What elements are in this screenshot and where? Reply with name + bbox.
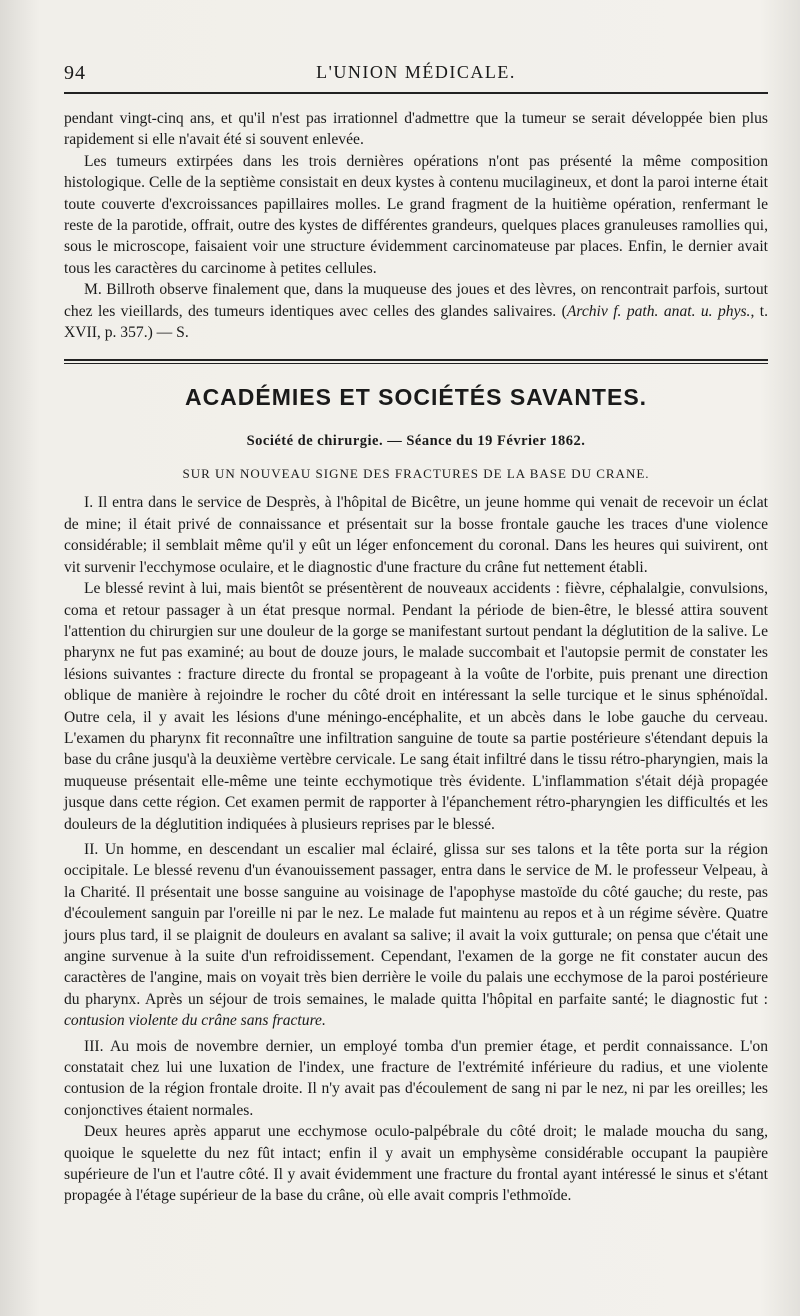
intro-p3-text: M. Billroth observe finalement que, dans la muqueuse des joues et des lèvres, on rencontrait parfois, surtout chez les vieillards, des tumeurs identiques avec celles des glandes salivaires. ( — [64, 281, 768, 320]
case-3-paragraph-2: Deux heures après apparut une ecchymose oculo-palpébrale du côté droit; le malade moucha du sang, quoique le squelette du nez fût intact; enfin il y avait un emphysème considérable occupant la paupière supérieure de l'un et l'autre côté. Il y avait évidemment une fracture du frontal ayant intéressé le sinus et s'étant propagée à l'étage supérieur de la base du crâne, où elle avait compris l'ethmoïde. — [64, 1123, 768, 1205]
case-2 — [64, 839, 768, 1032]
case-2-diagnosis: contusion violente du crâne sans fracture. — [64, 1012, 326, 1030]
running-head — [64, 58, 768, 88]
case-2-paragraph — [64, 839, 768, 1032]
intro-p3-end: , t. XVII, p. 357.) — S. — [64, 302, 768, 342]
case-1-paragraph-1: I. Il entra dans le service de Desprès, à l'hôpital de Bicêtre, un jeune homme qui venait de recevoir un éclat de mine; il était privé de connaissance et présentait sur la bosse frontale gauche les traces d'une violence considérable; il semblait même qu'il y eût un léger enfoncement du coronal. Dans les heures qui suivirent, ont vit survenir l'ecchymose oculaire, et le diagnostic d'une fracture du crâne fut nettement établi. — [64, 494, 768, 576]
case-3 — [64, 1036, 768, 1207]
intro-paragraph-2: Les tumeurs extirpées dans les trois dernières opérations n'ont pas présenté la même composition histologique. Celle de la septième consistait en deux kystes à contenu mucilagineux, et dont la paroi interne était toute couverte d'excroissances papillaires molles. Le grand fragment de la huitième opération, renfermant le reste de la parotide, offrait, outre des kystes de différentes grandeurs, quelques places granuleuses ramollies qui, sous le microscope, faisaient voir une structure évidemment carcinomateuse par places. Enfin, le dernier avait tous les caractères du carcinome à petites cellules. — [64, 152, 768, 277]
journal-title: L'UNION MÉDICALE. — [316, 62, 516, 82]
case-1 — [64, 492, 768, 835]
case-2-text: II. Un homme, en descendant un escalier mal éclairé, glissa sur ses talons et la tête porta sur la région occipitale. Le blessé revenu d'un évanouissement passager, entra dans le service de M. le professeur Velpeau, à la Charité. Il présentait une bosse sanguine au voisinage de l'apophyse mastoïde du côté gauche; du reste, pas d'écoulement sanguin par l'oreille ni par le nez. Le malade fut maintenu au repos et à un régime sévère. Quatre jours plus tard, il se plaignit de douleurs en avalant sa salive; il avait la voix gutturale; on pensa que c'était une angine survenue à la suite d'un refroidissement. Cependant, l'examen de la gorge ne fit constater aucun des caractères de l'angine, mais on voyait très bien derrière le voile du palais une ecchymose de la paroi postérieure du pharynx. Après un séjour de trois semaines, le malade quitta l'hôpital en parfaite santé; le diagnostic fut : — [64, 840, 768, 1008]
article-subheading: SUR UN NOUVEAU SIGNE DES FRACTURES DE LA BASE DU CRANE. — [182, 466, 650, 482]
section-title: ACADÉMIES ET SOCIÉTÉS SAVANTES. — [184, 384, 648, 411]
case-3-paragraph-1: III. Au mois de novembre dernier, un employé tomba d'un premier étage, et perdit connaissance. L'on constatait chez lui une luxation de l'index, une fracture de l'extrémité inférieure du radius, et une violente contusion de la région frontale droite. Il n'y avait pas d'écoulement de sang ni par le nez, ni par les oreilles; les conjonctives étaient normales. — [64, 1037, 768, 1119]
intro-paragraph-3 — [64, 279, 768, 343]
journal-reference: Archiv f. path. anat. u. phys. — [566, 302, 751, 320]
page-number: 94 — [64, 62, 86, 84]
session-heading: Société de chirurgie. — Séance du 19 Février 1862. — [246, 433, 586, 450]
intro-paragraph-1: pendant vingt-cinq ans, et qu'il n'est pas irrationnel d'admettre que la tumeur se serait développée bien plus rapidement si elle n'avait été si souvent enlevée. — [64, 110, 768, 149]
case-1-paragraph-2: Le blessé revint à lui, mais bientôt se présentèrent de nouveaux accidents : fièvre, céphalalgie, convulsions, coma et retour passager à un état presque normal. Pendant la période de bien-être, le blessé attira souvent l'attention du chirurgien sur une douleur de la gorge se manifestant surtout pendant la déglutition de la salive. Le pharynx ne fut pas examiné; au bout de douze jours, le malade succombait et l'autopsie permit de constater les lésions suivantes : fracture directe du frontal se propageant à la voûte de l'orbite, puis prenant une direction oblique de manière à rejoindre le rocher du côté droit en intéressant la selle turcique et le sinus sphénoïdal. Outre cela, il y avait les lésions d'une méningo-encéphalite, et un abcès dans le lobe gauche du cerveau. L'examen du pharynx fit reconnaître une infiltration sanguine de toute sa partie postérieure s'étendant depuis la base du crâne jusqu'à la deuxième vertèbre cervicale. Le sang était infiltré dans le tissu rétro-pharyngien, mais la muqueuse présentait elle-même une teinte ecchymotique très évidente. L'inflammation s'était déjà propagée jusque dans cette région. Cet examen permit de rapporter à l'épanchement rétro-pharyngien les difficultés et les douleurs de la déglutition indiquées à plusieurs reprises par le blessé. — [64, 580, 768, 833]
header-rule — [64, 92, 768, 94]
section-divider — [64, 359, 768, 364]
